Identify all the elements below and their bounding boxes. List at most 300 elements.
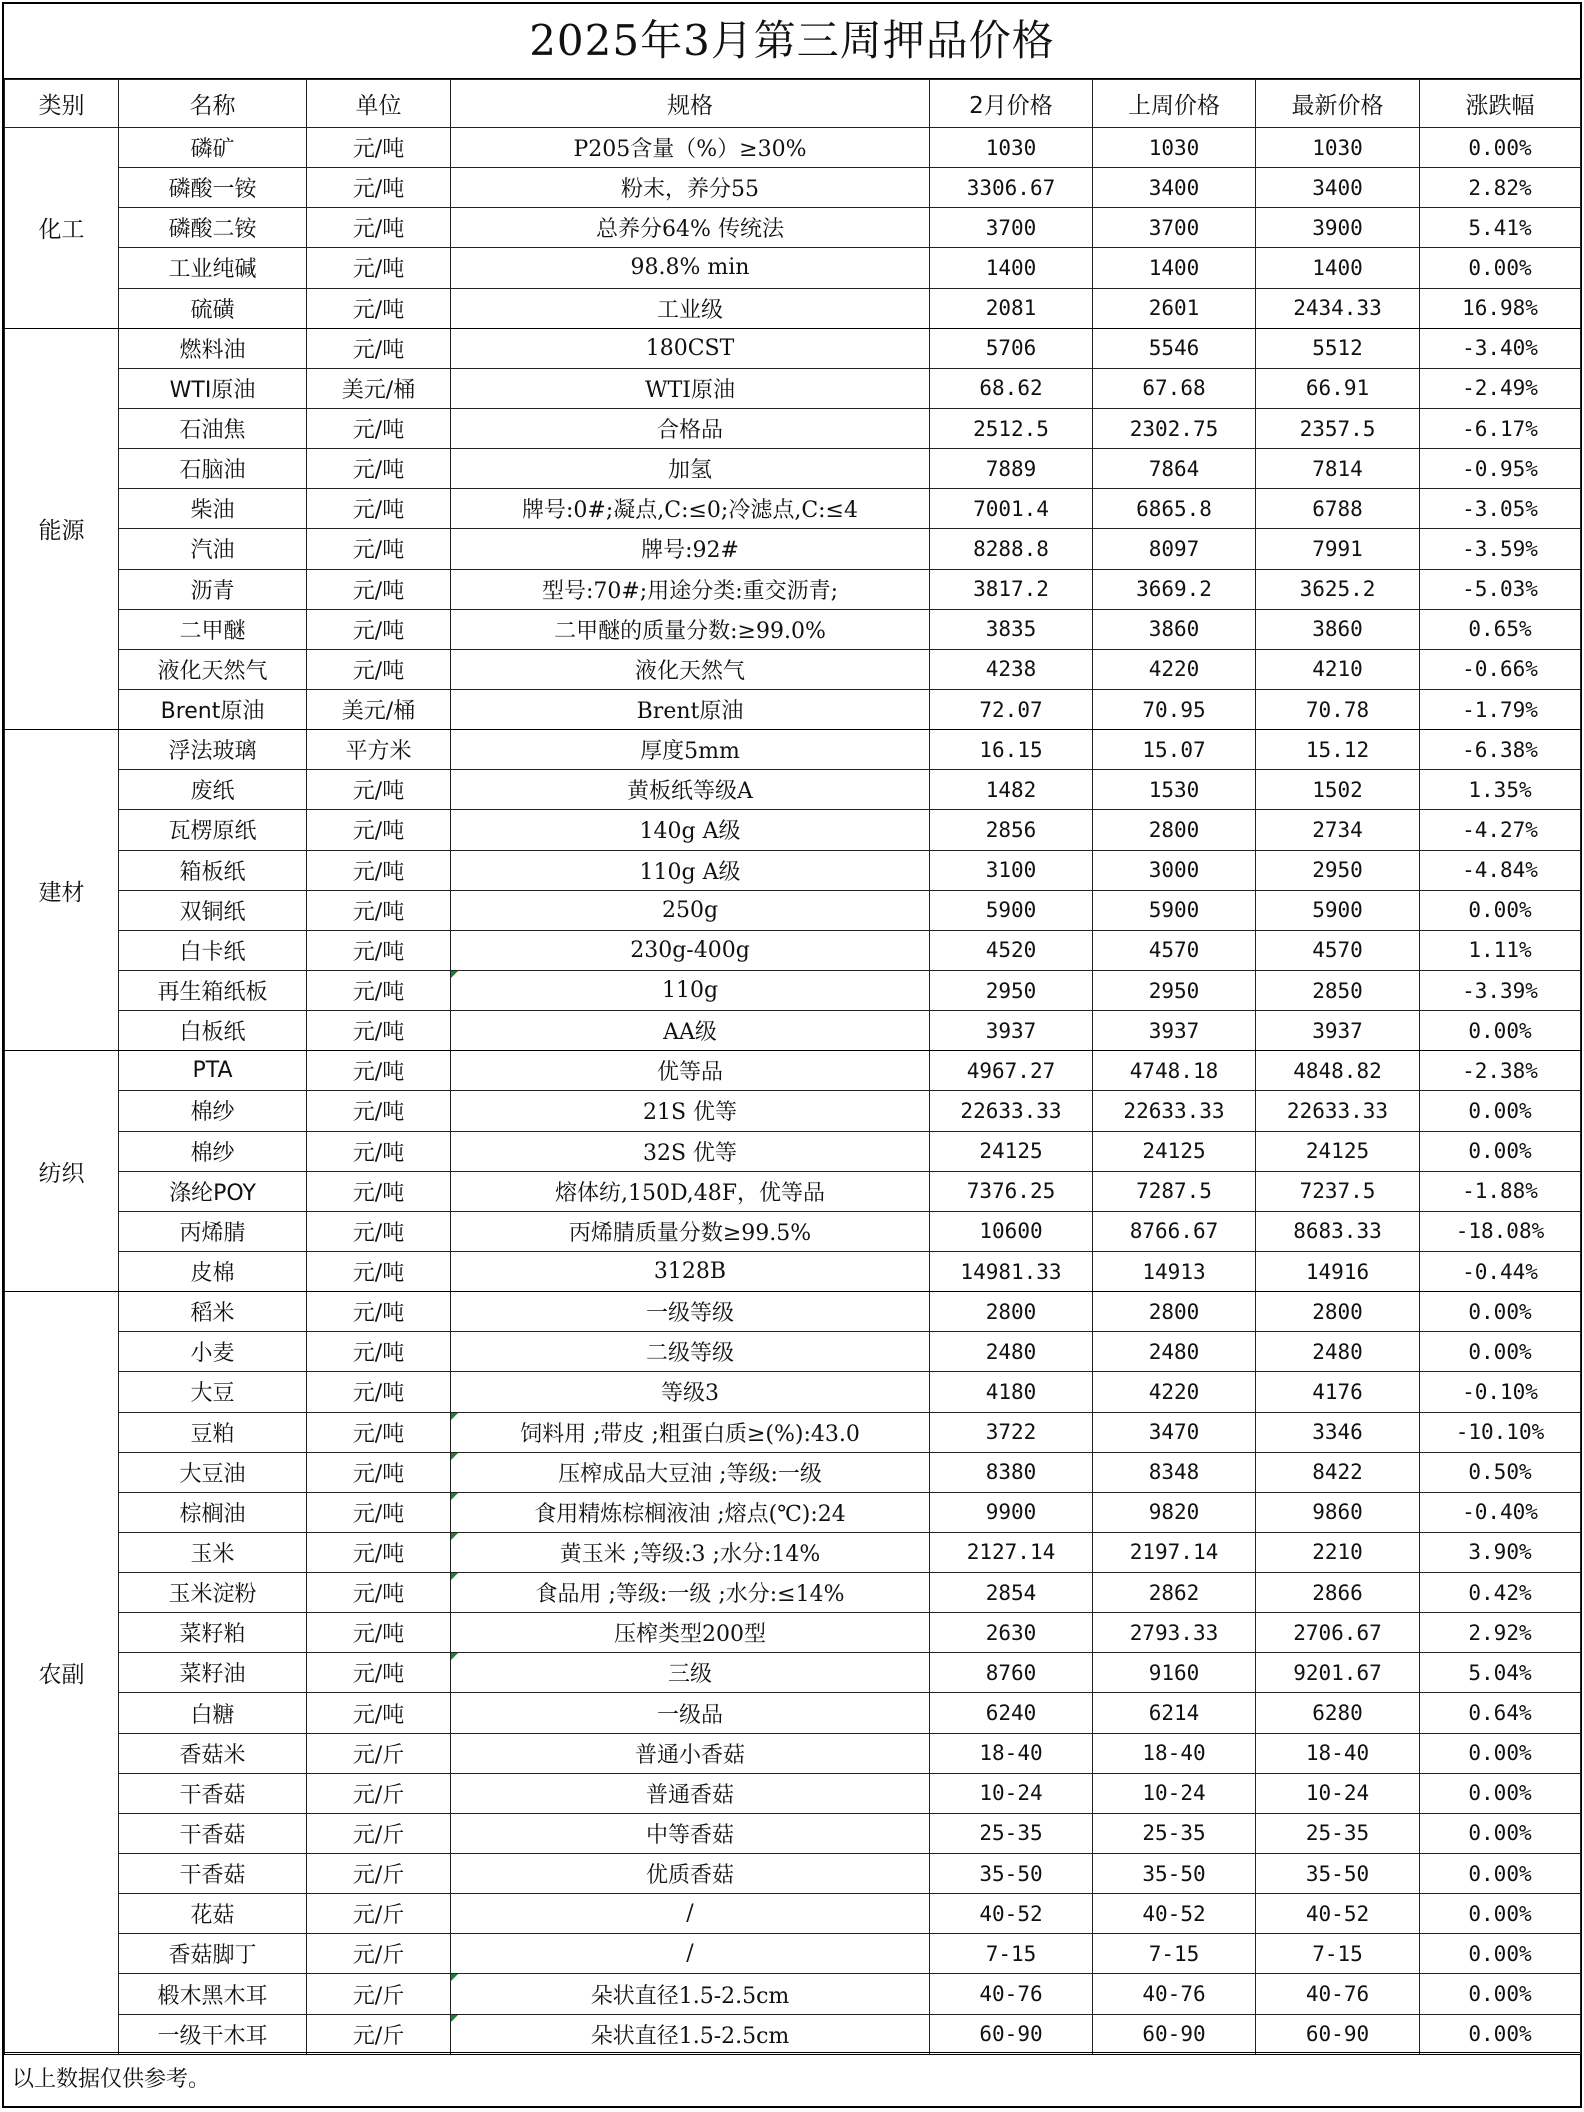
item-last-week-price: 3860: [1093, 609, 1256, 649]
item-name: 液化天然气: [119, 649, 307, 689]
table-row: [5, 1733, 1581, 1773]
table-row: [5, 1131, 1581, 1171]
table-row: [5, 1934, 1581, 1974]
item-name: 石油焦: [119, 408, 307, 448]
item-unit: 元/斤: [307, 1773, 451, 1813]
item-change: 0.00%: [1420, 1894, 1581, 1934]
item-latest-price: 3346: [1256, 1412, 1420, 1452]
item-spec: 型号:70#;用途分类:重交沥青;: [451, 569, 930, 609]
item-last-week-price: 14913: [1093, 1251, 1256, 1291]
item-feb-price: 3937: [930, 1011, 1093, 1051]
table-row: [5, 1332, 1581, 1372]
item-feb-price: 35-50: [930, 1854, 1093, 1894]
item-change: 0.00%: [1420, 1011, 1581, 1051]
item-name: 箱板纸: [119, 850, 307, 890]
item-spec: 一级品: [451, 1693, 930, 1733]
item-last-week-price: 22633.33: [1093, 1091, 1256, 1131]
item-name: 玉米: [119, 1532, 307, 1572]
item-spec: 一级等级: [451, 1292, 930, 1332]
item-spec: 食用精炼棕榈液油 ;熔点(℃):24: [451, 1492, 930, 1532]
item-name: 菜籽油: [119, 1653, 307, 1693]
item-unit: 元/吨: [307, 1452, 451, 1492]
item-latest-price: 40-76: [1256, 1974, 1420, 2014]
table-row: [5, 408, 1581, 448]
item-change: -0.66%: [1420, 649, 1581, 689]
item-change: 2.82%: [1420, 168, 1581, 208]
table-row: [5, 489, 1581, 529]
item-last-week-price: 4570: [1093, 930, 1256, 970]
table-row: [5, 248, 1581, 288]
item-name: 白糖: [119, 1693, 307, 1733]
header-unit: 单位: [307, 80, 451, 128]
item-last-week-price: 60-90: [1093, 2014, 1256, 2054]
item-last-week-price: 5546: [1093, 328, 1256, 368]
item-feb-price: 22633.33: [930, 1091, 1093, 1131]
item-unit: 元/吨: [307, 1573, 451, 1613]
item-latest-price: 2850: [1256, 970, 1420, 1010]
item-feb-price: 2854: [930, 1573, 1093, 1613]
item-latest-price: 3900: [1256, 208, 1420, 248]
table-row: [5, 1091, 1581, 1131]
item-spec: 压榨类型200型: [451, 1613, 930, 1653]
item-unit: 元/吨: [307, 248, 451, 288]
item-unit: 元/吨: [307, 1613, 451, 1653]
item-change: -6.38%: [1420, 730, 1581, 770]
item-change: 0.00%: [1420, 1733, 1581, 1773]
item-last-week-price: 2862: [1093, 1573, 1256, 1613]
item-name: 花菇: [119, 1894, 307, 1934]
table-row: [5, 1653, 1581, 1693]
item-change: 1.11%: [1420, 930, 1581, 970]
item-feb-price: 2950: [930, 970, 1093, 1010]
item-spec: 优等品: [451, 1051, 930, 1091]
item-change: -3.39%: [1420, 970, 1581, 1010]
item-unit: 元/吨: [307, 970, 451, 1010]
item-feb-price: 40-76: [930, 1974, 1093, 2014]
item-unit: 元/吨: [307, 449, 451, 489]
item-unit: 元/吨: [307, 288, 451, 328]
item-name: 干香菇: [119, 1773, 307, 1813]
item-name: 棉纱: [119, 1091, 307, 1131]
item-feb-price: 10600: [930, 1211, 1093, 1251]
item-feb-price: 7001.4: [930, 489, 1093, 529]
item-unit: 元/吨: [307, 1532, 451, 1572]
item-latest-price: 66.91: [1256, 368, 1420, 408]
item-latest-price: 9201.67: [1256, 1653, 1420, 1693]
item-latest-price: 8683.33: [1256, 1211, 1420, 1251]
header-change: 涨跌幅: [1420, 80, 1581, 128]
table-row: [5, 770, 1581, 810]
item-spec: 等级3: [451, 1372, 930, 1412]
item-last-week-price: 2800: [1093, 1292, 1256, 1332]
item-name: WTI原油: [119, 368, 307, 408]
item-name: 棕榈油: [119, 1492, 307, 1532]
item-name: 干香菇: [119, 1813, 307, 1853]
item-change: -2.49%: [1420, 368, 1581, 408]
item-feb-price: 8288.8: [930, 529, 1093, 569]
item-change: 0.00%: [1420, 1131, 1581, 1171]
item-unit: 元/吨: [307, 569, 451, 609]
item-latest-price: 3625.2: [1256, 569, 1420, 609]
item-last-week-price: 8097: [1093, 529, 1256, 569]
table-row: [5, 609, 1581, 649]
item-unit: 元/吨: [307, 1492, 451, 1532]
item-name: 皮棉: [119, 1251, 307, 1291]
table-row: [5, 288, 1581, 328]
item-unit: 元/吨: [307, 168, 451, 208]
item-spec: 优质香菇: [451, 1854, 930, 1894]
item-unit: 元/斤: [307, 1854, 451, 1894]
item-change: 0.64%: [1420, 1693, 1581, 1733]
item-name: 柴油: [119, 489, 307, 529]
item-feb-price: 9900: [930, 1492, 1093, 1532]
table-row: [5, 1974, 1581, 2014]
item-feb-price: 2630: [930, 1613, 1093, 1653]
item-change: 0.00%: [1420, 1773, 1581, 1813]
item-change: 2.92%: [1420, 1613, 1581, 1653]
item-last-week-price: 67.68: [1093, 368, 1256, 408]
item-last-week-price: 24125: [1093, 1131, 1256, 1171]
item-change: -0.40%: [1420, 1492, 1581, 1532]
item-spec: Brent原油: [451, 689, 930, 729]
item-spec: 牌号:92#: [451, 529, 930, 569]
item-spec: 厚度5mm: [451, 730, 930, 770]
price-table: [4, 79, 1581, 2055]
item-latest-price: 2480: [1256, 1332, 1420, 1372]
item-last-week-price: 9820: [1093, 1492, 1256, 1532]
item-feb-price: 4967.27: [930, 1051, 1093, 1091]
item-latest-price: 5900: [1256, 890, 1420, 930]
item-change: 0.00%: [1420, 1292, 1581, 1332]
item-feb-price: 14981.33: [930, 1251, 1093, 1291]
item-feb-price: 4180: [930, 1372, 1093, 1412]
item-unit: 元/斤: [307, 1813, 451, 1853]
item-name: 香菇米: [119, 1733, 307, 1773]
item-feb-price: 5900: [930, 890, 1093, 930]
item-unit: 元/吨: [307, 1131, 451, 1171]
item-spec: 140g A级: [451, 810, 930, 850]
item-last-week-price: 35-50: [1093, 1854, 1256, 1894]
item-latest-price: 2210: [1256, 1532, 1420, 1572]
category-cell: 农副: [5, 1292, 119, 2055]
table-row: [5, 1251, 1581, 1291]
item-change: 0.00%: [1420, 128, 1581, 168]
item-spec: 普通香菇: [451, 1773, 930, 1813]
item-last-week-price: 1030: [1093, 128, 1256, 168]
item-feb-price: 6240: [930, 1693, 1093, 1733]
item-unit: 元/吨: [307, 1693, 451, 1733]
item-spec: 工业级: [451, 288, 930, 328]
item-last-week-price: 5900: [1093, 890, 1256, 930]
item-name: 工业纯碱: [119, 248, 307, 288]
item-spec: 液化天然气: [451, 649, 930, 689]
item-last-week-price: 15.07: [1093, 730, 1256, 770]
item-spec: 朵状直径1.5-2.5cm: [451, 1974, 930, 2014]
item-name: 双铜纸: [119, 890, 307, 930]
item-change: -1.88%: [1420, 1171, 1581, 1211]
item-name: 大豆: [119, 1372, 307, 1412]
item-feb-price: 2081: [930, 288, 1093, 328]
item-name: 汽油: [119, 529, 307, 569]
item-change: -0.10%: [1420, 1372, 1581, 1412]
item-name: 瓦楞原纸: [119, 810, 307, 850]
item-spec: 250g: [451, 890, 930, 930]
item-latest-price: 3860: [1256, 609, 1420, 649]
table-row: [5, 1292, 1581, 1332]
item-spec: 牌号:0#;凝点,C:≤0;冷滤点,C:≤4: [451, 489, 930, 529]
category-cell: 能源: [5, 328, 119, 729]
item-name: 燃料油: [119, 328, 307, 368]
item-latest-price: 35-50: [1256, 1854, 1420, 1894]
item-feb-price: 8760: [930, 1653, 1093, 1693]
item-change: -4.27%: [1420, 810, 1581, 850]
item-latest-price: 22633.33: [1256, 1091, 1420, 1131]
table-row: [5, 649, 1581, 689]
item-latest-price: 2357.5: [1256, 408, 1420, 448]
item-spec: 32S 优等: [451, 1131, 930, 1171]
item-last-week-price: 40-52: [1093, 1894, 1256, 1934]
item-unit: 元/吨: [307, 1211, 451, 1251]
item-unit: 元/吨: [307, 529, 451, 569]
table-row: [5, 730, 1581, 770]
item-last-week-price: 2197.14: [1093, 1532, 1256, 1572]
table-row: [5, 2014, 1581, 2054]
item-unit: 元/吨: [307, 930, 451, 970]
item-last-week-price: 4220: [1093, 649, 1256, 689]
item-change: 0.00%: [1420, 1934, 1581, 1974]
item-feb-price: 3835: [930, 609, 1093, 649]
item-feb-price: 2512.5: [930, 408, 1093, 448]
item-spec: 合格品: [451, 408, 930, 448]
item-unit: 元/吨: [307, 810, 451, 850]
item-last-week-price: 25-35: [1093, 1813, 1256, 1853]
item-name: 涤纶POY: [119, 1171, 307, 1211]
item-unit: 元/斤: [307, 1894, 451, 1934]
item-unit: 元/吨: [307, 1251, 451, 1291]
table-row: [5, 1051, 1581, 1091]
item-latest-price: 10-24: [1256, 1773, 1420, 1813]
item-spec: 三级: [451, 1653, 930, 1693]
item-feb-price: 10-24: [930, 1773, 1093, 1813]
item-last-week-price: 9160: [1093, 1653, 1256, 1693]
item-latest-price: 4570: [1256, 930, 1420, 970]
category-cell: 建材: [5, 730, 119, 1051]
item-feb-price: 4238: [930, 649, 1093, 689]
item-change: 0.65%: [1420, 609, 1581, 649]
item-feb-price: 2480: [930, 1332, 1093, 1372]
item-name: 白板纸: [119, 1011, 307, 1051]
item-latest-price: 3937: [1256, 1011, 1420, 1051]
item-feb-price: 7889: [930, 449, 1093, 489]
item-latest-price: 4848.82: [1256, 1051, 1420, 1091]
item-latest-price: 6280: [1256, 1693, 1420, 1733]
item-change: -3.59%: [1420, 529, 1581, 569]
item-unit: 元/吨: [307, 649, 451, 689]
table-row: [5, 569, 1581, 609]
item-unit: 元/吨: [307, 1372, 451, 1412]
item-feb-price: 25-35: [930, 1813, 1093, 1853]
item-last-week-price: 2793.33: [1093, 1613, 1256, 1653]
item-name: 再生箱纸板: [119, 970, 307, 1010]
item-name: 香菇脚丁: [119, 1934, 307, 1974]
item-spec: 饲料用 ;带皮 ;粗蛋白质≥(%):43.0: [451, 1412, 930, 1452]
header-latest-price: 最新价格: [1256, 80, 1420, 128]
item-feb-price: 72.07: [930, 689, 1093, 729]
table-row: [5, 890, 1581, 930]
header-last-week-price: 上周价格: [1093, 80, 1256, 128]
item-spec: 粉末，养分55: [451, 168, 930, 208]
table-row: [5, 689, 1581, 729]
item-change: -5.03%: [1420, 569, 1581, 609]
item-spec: 加氢: [451, 449, 930, 489]
item-latest-price: 2800: [1256, 1292, 1420, 1332]
item-name: 浮法玻璃: [119, 730, 307, 770]
item-spec: 3128B: [451, 1251, 930, 1291]
sheet-title: 2025年3月第三周押品价格: [4, 4, 1580, 79]
item-unit: 元/吨: [307, 609, 451, 649]
item-spec: 21S 优等: [451, 1091, 930, 1131]
item-last-week-price: 3669.2: [1093, 569, 1256, 609]
item-latest-price: 18-40: [1256, 1733, 1420, 1773]
item-spec: 普通小香菇: [451, 1733, 930, 1773]
header-row: [5, 80, 1581, 128]
item-last-week-price: 2480: [1093, 1332, 1256, 1372]
item-name: 豆粕: [119, 1412, 307, 1452]
item-name: 石脑油: [119, 449, 307, 489]
item-change: 0.00%: [1420, 2014, 1581, 2054]
item-feb-price: 1030: [930, 128, 1093, 168]
item-unit: 平方米: [307, 730, 451, 770]
item-last-week-price: 2950: [1093, 970, 1256, 1010]
item-name: 硫磺: [119, 288, 307, 328]
item-change: -0.95%: [1420, 449, 1581, 489]
item-spec: 180CST: [451, 328, 930, 368]
item-feb-price: 1482: [930, 770, 1093, 810]
item-unit: 元/吨: [307, 1653, 451, 1693]
item-latest-price: 2734: [1256, 810, 1420, 850]
item-feb-price: 3306.67: [930, 168, 1093, 208]
item-last-week-price: 3937: [1093, 1011, 1256, 1051]
header-name: 名称: [119, 80, 307, 128]
item-name: 大豆油: [119, 1452, 307, 1492]
item-latest-price: 25-35: [1256, 1813, 1420, 1853]
item-change: 0.00%: [1420, 1332, 1581, 1372]
table-row: [5, 128, 1581, 168]
item-latest-price: 7237.5: [1256, 1171, 1420, 1211]
item-spec: /: [451, 1894, 930, 1934]
item-spec: 98.8% min: [451, 248, 930, 288]
item-change: 0.00%: [1420, 248, 1581, 288]
item-latest-price: 15.12: [1256, 730, 1420, 770]
item-last-week-price: 10-24: [1093, 1773, 1256, 1813]
header-category: 类别: [5, 80, 119, 128]
item-unit: 元/吨: [307, 328, 451, 368]
item-unit: 元/斤: [307, 1974, 451, 2014]
table-row: [5, 1452, 1581, 1492]
table-row: [5, 1894, 1581, 1934]
item-feb-price: 18-40: [930, 1733, 1093, 1773]
item-feb-price: 2800: [930, 1292, 1093, 1332]
item-spec: 二级等级: [451, 1332, 930, 1372]
table-row: [5, 970, 1581, 1010]
item-change: -18.08%: [1420, 1211, 1581, 1251]
item-spec: 110g: [451, 970, 930, 1010]
table-row: [5, 168, 1581, 208]
item-name: 丙烯腈: [119, 1211, 307, 1251]
item-name: 菜籽粕: [119, 1613, 307, 1653]
item-feb-price: 8380: [930, 1452, 1093, 1492]
item-unit: 元/吨: [307, 770, 451, 810]
header-feb-price: 2月价格: [930, 80, 1093, 128]
header-spec: 规格: [451, 80, 930, 128]
item-unit: 元/斤: [307, 2014, 451, 2054]
item-last-week-price: 3400: [1093, 168, 1256, 208]
item-name: 棉纱: [119, 1131, 307, 1171]
item-spec: /: [451, 1934, 930, 1974]
item-unit: 美元/桶: [307, 689, 451, 729]
item-last-week-price: 18-40: [1093, 1733, 1256, 1773]
item-feb-price: 24125: [930, 1131, 1093, 1171]
item-latest-price: 7991: [1256, 529, 1420, 569]
category-cell: 纺织: [5, 1051, 119, 1292]
item-name: 一级干木耳: [119, 2014, 307, 2054]
item-feb-price: 68.62: [930, 368, 1093, 408]
item-unit: 元/吨: [307, 128, 451, 168]
table-row: [5, 1693, 1581, 1733]
item-change: -0.44%: [1420, 1251, 1581, 1291]
item-name: 二甲醚: [119, 609, 307, 649]
item-change: -3.05%: [1420, 489, 1581, 529]
item-change: -3.40%: [1420, 328, 1581, 368]
item-latest-price: 9860: [1256, 1492, 1420, 1532]
item-latest-price: 7-15: [1256, 1934, 1420, 1974]
item-last-week-price: 2302.75: [1093, 408, 1256, 448]
table-row: [5, 1854, 1581, 1894]
item-latest-price: 3400: [1256, 168, 1420, 208]
item-feb-price: 3722: [930, 1412, 1093, 1452]
table-body: [5, 128, 1581, 2055]
item-name: 废纸: [119, 770, 307, 810]
item-latest-price: 4176: [1256, 1372, 1420, 1412]
item-change: 0.00%: [1420, 1974, 1581, 2014]
item-change: 16.98%: [1420, 288, 1581, 328]
table-row: [5, 328, 1581, 368]
item-latest-price: 1400: [1256, 248, 1420, 288]
item-latest-price: 1502: [1256, 770, 1420, 810]
item-unit: 元/吨: [307, 1091, 451, 1131]
item-unit: 元/吨: [307, 1292, 451, 1332]
item-unit: 美元/桶: [307, 368, 451, 408]
price-sheet: [2, 2, 1582, 2108]
item-spec: 110g A级: [451, 850, 930, 890]
item-last-week-price: 2800: [1093, 810, 1256, 850]
item-unit: 元/斤: [307, 1934, 451, 1974]
item-spec: 中等香菇: [451, 1813, 930, 1853]
table-row: [5, 1211, 1581, 1251]
table-row: [5, 208, 1581, 248]
item-latest-price: 40-52: [1256, 1894, 1420, 1934]
item-unit: 元/吨: [307, 850, 451, 890]
item-last-week-price: 40-76: [1093, 1974, 1256, 2014]
table-row: [5, 529, 1581, 569]
table-row: [5, 1573, 1581, 1613]
table-row: [5, 1412, 1581, 1452]
item-latest-price: 2434.33: [1256, 288, 1420, 328]
table-row: [5, 1171, 1581, 1211]
item-latest-price: 24125: [1256, 1131, 1420, 1171]
item-last-week-price: 4748.18: [1093, 1051, 1256, 1091]
item-feb-price: 7376.25: [930, 1171, 1093, 1211]
